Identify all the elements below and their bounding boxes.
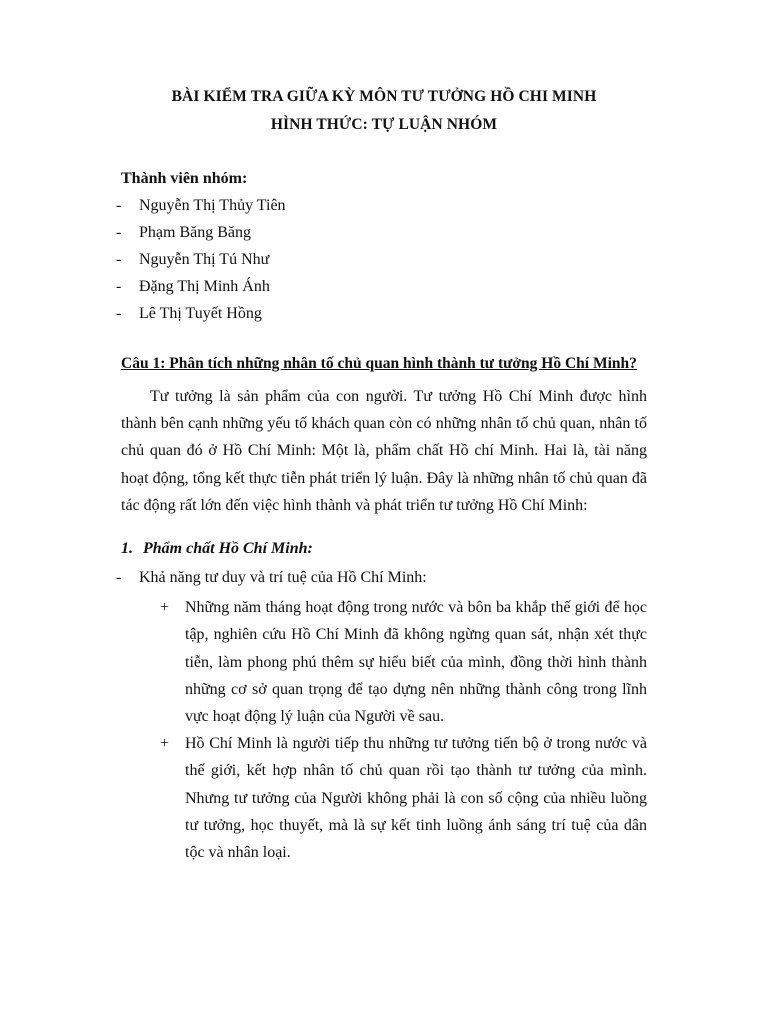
section-title: Phẩm chất Hồ Chí Minh: xyxy=(143,540,313,557)
bullet-plus: + xyxy=(160,599,170,616)
member-name: Phạm Băng Băng xyxy=(139,224,251,241)
sub-point xyxy=(160,730,647,866)
point-text: Khả năng tư duy và trí tuệ của Hồ Chí Minh: xyxy=(139,569,427,586)
bullet-dash: - xyxy=(116,251,122,268)
member-item xyxy=(116,224,251,242)
member-item xyxy=(116,278,270,296)
member-name: Đặng Thị Minh Ánh xyxy=(139,278,270,295)
member-item xyxy=(116,197,286,215)
bullet-dash: - xyxy=(116,569,122,586)
members-heading: Thành viên nhóm: xyxy=(121,170,248,187)
section-number: 1. xyxy=(121,540,133,557)
member-item xyxy=(116,305,262,323)
bullet-dash: - xyxy=(116,278,122,295)
member-item xyxy=(116,251,269,269)
member-name: Nguyễn Thị Thủy Tiên xyxy=(139,197,286,214)
document-title: BÀI KIỂM TRA GIỮA KỲ MÔN TƯ TƯỞNG HỒ CHI MINH xyxy=(171,88,597,105)
point-item xyxy=(116,569,427,587)
bullet-dash: - xyxy=(116,224,122,241)
section-heading xyxy=(121,540,313,558)
sub-point-text: Hồ Chí Minh là người tiếp thu những tư tưởng tiến bộ ở trong nước và thế giới, kết hợp nhân tố chủ quan rồi tạo thành tư tưởng của mình. Nhưng tư tưởng của Người không phải là con số cộng của nhiều luồng tư tưởng, học thuyết, mà là sự kết tinh luồng ánh sáng trí tuệ của dân tộc và nhân loại. xyxy=(185,735,647,862)
bullet-dash: - xyxy=(116,305,122,322)
member-name: Lê Thị Tuyết Hồng xyxy=(139,305,262,322)
sub-point-text: Những năm tháng hoạt động trong nước và bôn ba khắp thế giới để học tập, nghiên cứu Hồ Chí Minh đã không ngừng quan sát, nhận xét thực tiễn, làm phong phú thêm sự hiểu biết của mình, đồng thời hình thành những cơ sở quan trọng để tạo dựng nên những thành công trong lĩnh vực hoạt động lý luận của Người về sau. xyxy=(185,599,647,726)
bullet-dash: - xyxy=(116,197,122,214)
question-heading: Câu 1: Phân tích những nhân tố chủ quan hình thành tư tưởng Hồ Chí Minh? xyxy=(121,355,637,372)
member-name: Nguyễn Thị Tú Như xyxy=(139,251,270,268)
sub-point xyxy=(160,594,647,730)
document-subtitle: HÌNH THỨC: TỰ LUẬN NHÓM xyxy=(270,116,498,133)
intro-paragraph: Tư tưởng là sản phẩm của con người. Tư tưởng Hồ Chí Minh được hình thành bên cạnh những yếu tố khách quan còn có những nhân tố chủ quan, nhân tố chủ quan đó ở Hồ Chí Minh: Một là, phẩm chất Hồ chí Minh. Hai là, tài năng hoạt động, tổng kết thực tiễn phát triển lý luận. Đây là những nhân tố chủ quan đã tác động rất lớn đến việc hình thành và phát triển tư tưởng Hồ Chí Minh: xyxy=(121,388,647,514)
bullet-plus: + xyxy=(160,735,170,752)
